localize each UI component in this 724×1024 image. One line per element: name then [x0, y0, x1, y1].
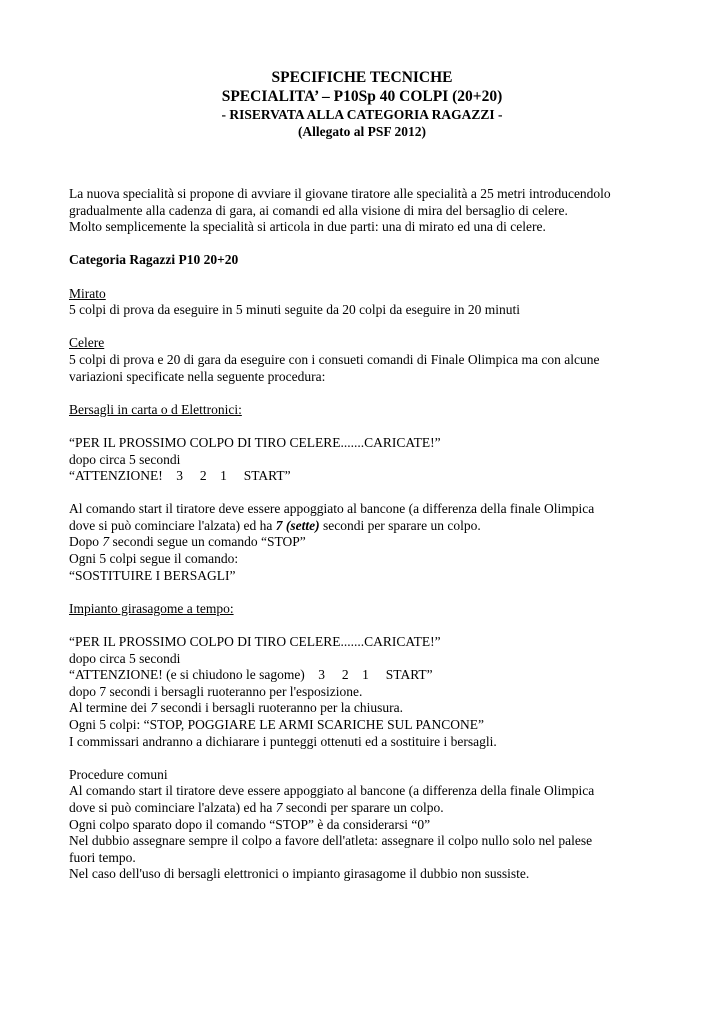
impianto-text: dopo 7 secondi i bersagli ruoteranno per l'esposizione. — [69, 683, 363, 699]
celere-text: variazioni specificate nella seguente procedura: — [69, 368, 326, 384]
wait-line: dopo circa 5 secondi — [69, 650, 181, 666]
intro-line: La nuova specialità si propone di avviare il giovane tiratore alle specialità a 25 metri introducendolo — [69, 186, 611, 201]
comuni-text: Nel dubbio assegnare sempre il colpo a favore dell'atleta: assegnare il colpo nullo solo nel palese — [69, 833, 593, 849]
comuni-text: fuori tempo. — [69, 849, 136, 865]
wait-line: dopo circa 5 secondi — [69, 451, 181, 467]
emphasis-text: 7 — [150, 700, 158, 716]
bersagli-text: Al comando start il tiratore deve essere appoggiato al bancone (a differenza della finale Olimpica — [69, 501, 595, 517]
comuni-text: Nel caso dell'uso di bersagli elettronici o impianto girasagome il dubbio non sussiste. — [69, 866, 530, 882]
emphasis-text: 7 — [275, 799, 283, 815]
bersagli-text: Ogni 5 colpi segue il comando: — [69, 551, 239, 567]
impianto-text: I commissari andranno a dichiarare i punteggi ottenuti ed a sostituire i bersagli. — [69, 733, 497, 749]
emphasis-text: 7 — [102, 534, 110, 550]
intro-line: Molto semplicemente la specialità si articola in due parti: una di mirato ed una di celere. — [69, 219, 546, 235]
impianto-title: Impianto girasagome a tempo: — [69, 600, 234, 616]
title-line-4: (Allegato al PSF 2012) — [297, 124, 427, 139]
title-line-2: SPECIALITA’ – P10Sp 40 COLPI (20+20) — [221, 88, 503, 105]
text-segment: secondi i bersagli ruoteranno per la chiusura. — [157, 700, 404, 716]
bersagli-title: Bersagli in carta o d Elettronici: — [69, 401, 242, 417]
celere-text: 5 colpi di prova e 20 di gara da eseguire con i consueti comandi di Finale Olimpica ma con alcune — [69, 351, 600, 367]
mirato-title: Mirato — [69, 285, 106, 301]
comuni-text — [69, 800, 669, 817]
title-line-3: - RISERVATA ALLA CATEGORIA RAGAZZI - — [221, 107, 503, 122]
command-line: “PER IL PROSSIMO COLPO DI TIRO CELERE.......CARICATE!” — [69, 634, 441, 650]
command-line: “PER IL PROSSIMO COLPO DI TIRO CELERE.......CARICATE!” — [69, 434, 441, 450]
text-segment: secondi segue un comando “STOP” — [109, 534, 306, 550]
command-line: “ATTENZIONE! (e si chiudono le sagome) 3 2 1 START” — [69, 667, 433, 683]
mirato-text: 5 colpi di prova da eseguire in 5 minuti seguite da 20 colpi da eseguire in 20 minuti — [69, 302, 521, 318]
celere-title: Celere — [69, 335, 105, 351]
document-header — [0, 68, 724, 140]
comuni-text: Al comando start il tiratore deve essere appoggiato al bancone (a differenza della finale Olimpica — [69, 783, 595, 799]
title-line-1: SPECIFICHE TECNICHE — [271, 69, 453, 86]
comuni-title: Procedure comuni — [69, 766, 168, 782]
bersagli-text — [69, 534, 669, 551]
text-segment: secondi per sparare un colpo. — [282, 799, 444, 815]
impianto-text: Ogni 5 colpi: “STOP, POGGIARE LE ARMI SCARICHE SUL PANCONE” — [69, 717, 485, 732]
command-line: “ATTENZIONE! 3 2 1 START” — [69, 468, 291, 484]
text-segment: Al termine dei — [69, 700, 151, 716]
text-segment: dove si può cominciare l'alzata) ed ha — [69, 517, 276, 533]
intro-line: gradualmente alla cadenza di gara, ai comandi ed alla visione di mira del bersaglio di celere. — [69, 202, 568, 218]
text-segment: Dopo — [69, 534, 103, 550]
comuni-text: Ogni colpo sparato dopo il comando “STOP” è da considerarsi “0” — [69, 816, 431, 832]
bersagli-text — [69, 518, 669, 535]
bersagli-text: “SOSTITUIRE I BERSAGLI” — [69, 567, 236, 583]
impianto-text — [69, 700, 669, 717]
category-title: Categoria Ragazzi P10 20+20 — [69, 252, 239, 268]
text-segment: secondi per sparare un colpo. — [319, 517, 481, 533]
emphasis-text: 7 (sette) — [275, 517, 320, 533]
document-body — [69, 186, 669, 883]
text-segment: dove si può cominciare l'alzata) ed ha — [69, 799, 276, 815]
